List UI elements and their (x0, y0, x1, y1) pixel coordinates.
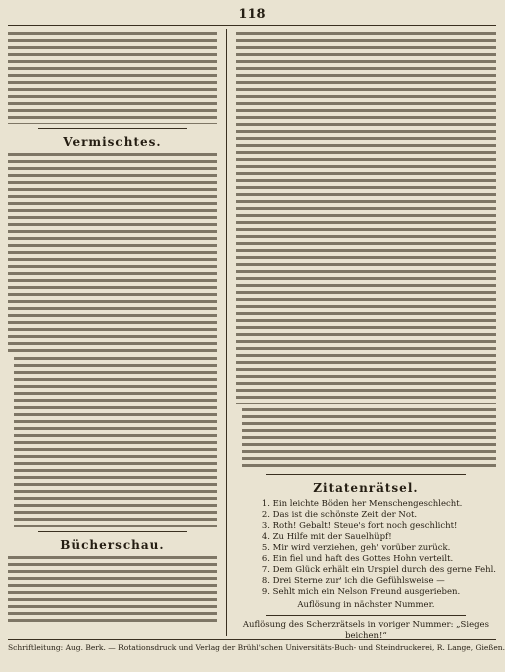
riddle-line: 2. Das ist die schönste Zeit der Not. (261, 510, 418, 520)
story-text-block (8, 32, 217, 124)
riddle-line: 5. Mir wird verziehen, geh' vorüber zurück. (261, 543, 451, 553)
page-number: 118 (238, 7, 266, 22)
miscellaneous-heading: Vermischtes. (63, 135, 162, 149)
riddle-line: 4. Zu Hilfe mit der Sauelhüpf! (261, 532, 392, 542)
riddle-line: 8. Drei Sterne zur' ich die Gefühlsweise — (261, 576, 445, 586)
riddle-line: 7. Dem Glück erhält ein Urspiel durch des gerne Fehl. (261, 565, 496, 575)
miscellaneous-text-block-2 (14, 357, 217, 527)
right-text-block-2 (242, 408, 496, 470)
newspaper-page (8, 7, 505, 658)
imprint-footer: Schriftleitung: Aug. Berk. — Rotationsdruck und Verlag der Brühl'schen Universitäts-Buch- und Steindruckerei, R. Lange, Gießen. (8, 639, 496, 656)
books-heading: Bücherschau. (60, 538, 165, 552)
section-divider (266, 474, 466, 475)
riddle-list (262, 499, 496, 598)
riddle-line: 6. Ein fiel und haft des Gottes Hohn verteilt. (261, 554, 454, 564)
top-rule (8, 25, 496, 26)
riddle-line: 9. Sehlt mich ein Nelson Freund ausgerieben. (261, 587, 461, 597)
column-rule (226, 29, 227, 636)
columns (8, 29, 496, 641)
miscellaneous-text-block (8, 153, 217, 353)
right-column (236, 29, 496, 641)
books-text-block (8, 556, 217, 626)
riddle-answer-note: Auflösung in nächster Nummer. (297, 600, 435, 610)
riddle-heading: Zitatenrätsel. (313, 481, 419, 495)
right-text-block (236, 32, 496, 404)
section-divider (38, 128, 187, 129)
previous-solution-note: Auflösung des Scherzrätsels in voriger Nummer: „Sieges beichen!“ (242, 620, 489, 641)
riddle-line: 1. Ein leichte Böden her Menschengeschlecht. (261, 499, 463, 509)
section-divider (38, 531, 187, 532)
left-column (8, 29, 217, 636)
riddle-line: 3. Roth! Gebalt! Steue's fort noch geschlicht! (261, 521, 458, 531)
section-divider (266, 615, 466, 616)
